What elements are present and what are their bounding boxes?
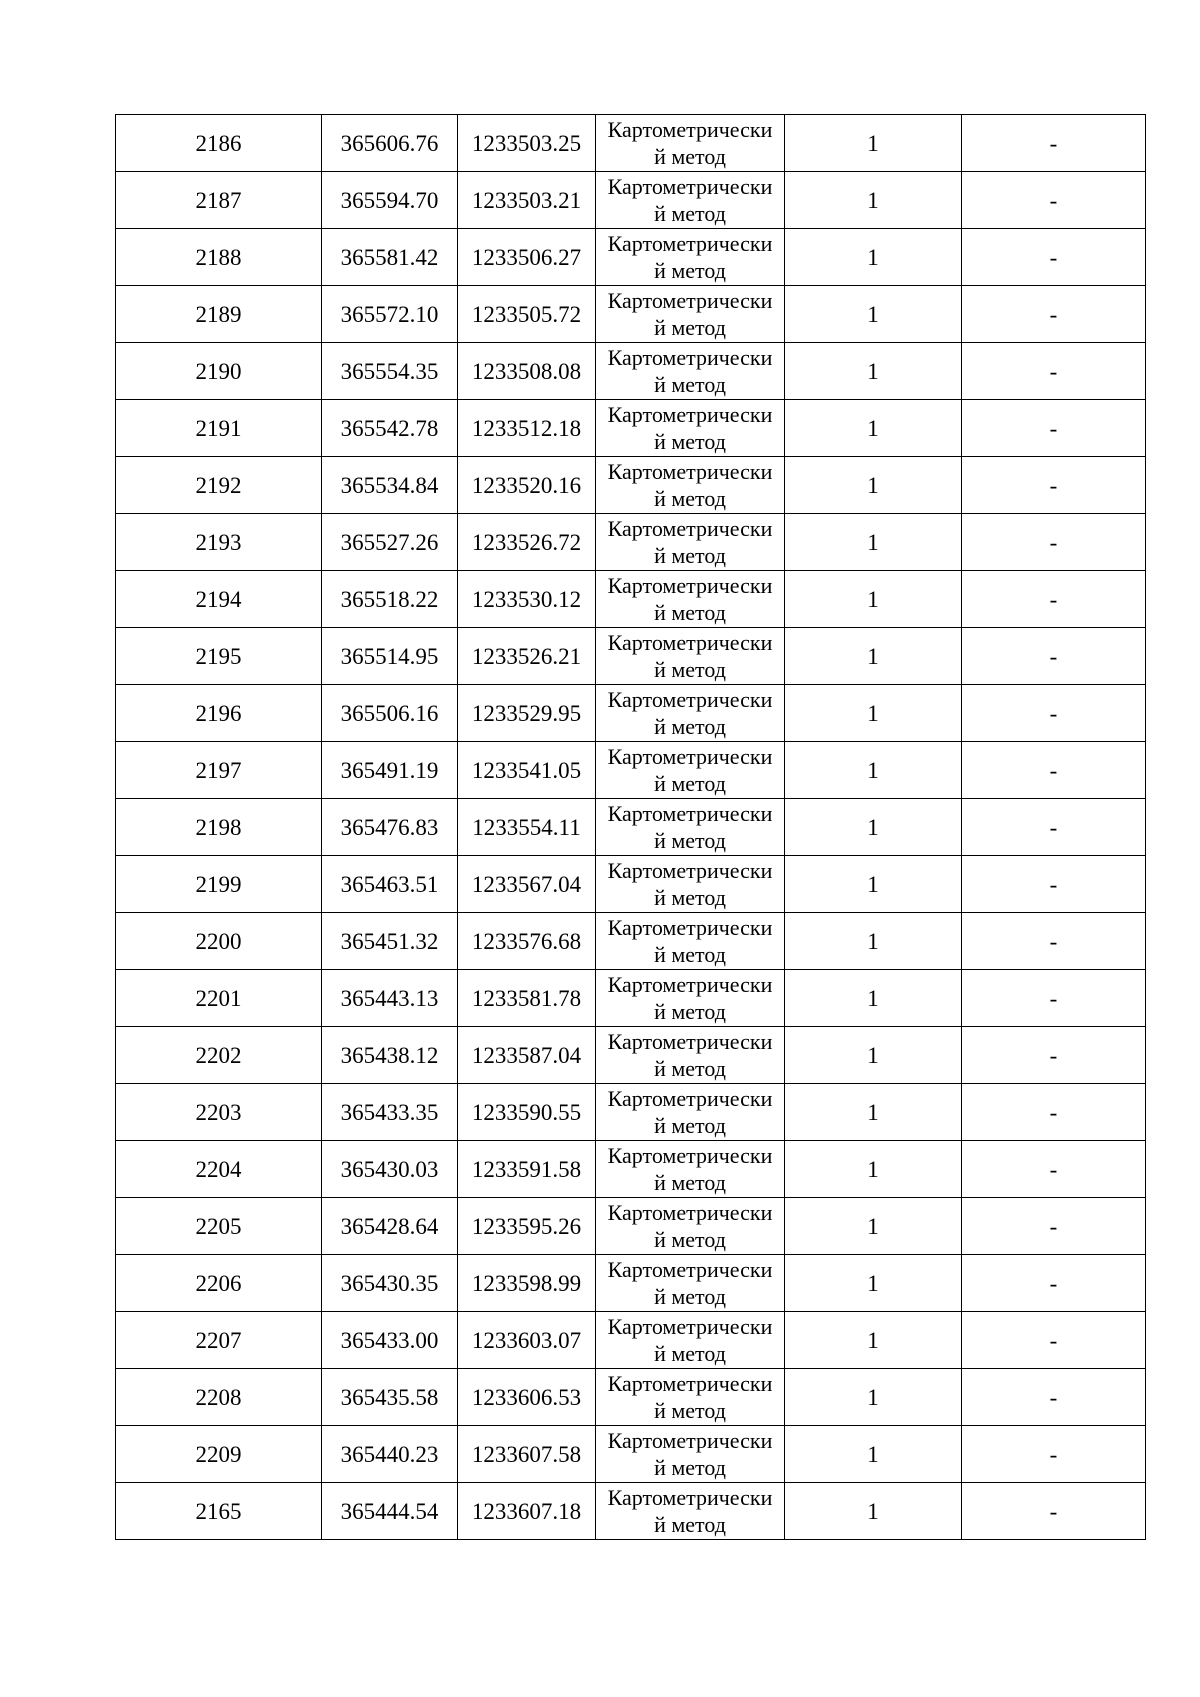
- x-coordinate-cell: 365542.78: [322, 400, 458, 457]
- table-row: [116, 799, 1146, 856]
- point-number-cell: 2194: [116, 571, 322, 628]
- table-row: [116, 970, 1146, 1027]
- y-coordinate-cell: 1233576.68: [458, 913, 596, 970]
- accuracy-cell: 1: [785, 571, 962, 628]
- accuracy-cell: 1: [785, 685, 962, 742]
- description-cell: -: [962, 343, 1146, 400]
- table-row: [116, 1198, 1146, 1255]
- description-cell: -: [962, 1141, 1146, 1198]
- y-coordinate-cell: 1233503.21: [458, 172, 596, 229]
- x-coordinate-cell: 365572.10: [322, 286, 458, 343]
- point-number-cell: 2205: [116, 1198, 322, 1255]
- method-cell: Картометрически й метод: [596, 1369, 785, 1426]
- table-row: [116, 913, 1146, 970]
- table-row: [116, 343, 1146, 400]
- accuracy-cell: 1: [785, 457, 962, 514]
- method-cell: Картометрически й метод: [596, 628, 785, 685]
- description-cell: -: [962, 1369, 1146, 1426]
- method-cell: Картометрически й метод: [596, 1084, 785, 1141]
- description-cell: -: [962, 1426, 1146, 1483]
- accuracy-cell: 1: [785, 514, 962, 571]
- x-coordinate-cell: 365444.54: [322, 1483, 458, 1540]
- y-coordinate-cell: 1233606.53: [458, 1369, 596, 1426]
- x-coordinate-cell: 365518.22: [322, 571, 458, 628]
- y-coordinate-cell: 1233508.08: [458, 343, 596, 400]
- description-cell: -: [962, 799, 1146, 856]
- point-number-cell: 2186: [116, 115, 322, 172]
- x-coordinate-cell: 365491.19: [322, 742, 458, 799]
- accuracy-cell: 1: [785, 970, 962, 1027]
- accuracy-cell: 1: [785, 1141, 962, 1198]
- x-coordinate-cell: 365435.58: [322, 1369, 458, 1426]
- x-coordinate-cell: 365440.23: [322, 1426, 458, 1483]
- x-coordinate-cell: 365433.00: [322, 1312, 458, 1369]
- table-row: [116, 685, 1146, 742]
- table-row: [116, 856, 1146, 913]
- point-number-cell: 2206: [116, 1255, 322, 1312]
- accuracy-cell: 1: [785, 229, 962, 286]
- y-coordinate-cell: 1233595.26: [458, 1198, 596, 1255]
- accuracy-cell: 1: [785, 1483, 962, 1540]
- method-cell: Картометрически й метод: [596, 1141, 785, 1198]
- y-coordinate-cell: 1233591.58: [458, 1141, 596, 1198]
- accuracy-cell: 1: [785, 799, 962, 856]
- x-coordinate-cell: 365430.03: [322, 1141, 458, 1198]
- method-cell: Картометрически й метод: [596, 913, 785, 970]
- y-coordinate-cell: 1233506.27: [458, 229, 596, 286]
- accuracy-cell: 1: [785, 1027, 962, 1084]
- y-coordinate-cell: 1233512.18: [458, 400, 596, 457]
- description-cell: -: [962, 856, 1146, 913]
- x-coordinate-cell: 365581.42: [322, 229, 458, 286]
- accuracy-cell: 1: [785, 115, 962, 172]
- method-cell: Картометрически й метод: [596, 229, 785, 286]
- table-row: [116, 229, 1146, 286]
- point-number-cell: 2208: [116, 1369, 322, 1426]
- accuracy-cell: 1: [785, 343, 962, 400]
- description-cell: -: [962, 913, 1146, 970]
- coordinates-table: [115, 114, 1146, 1540]
- method-cell: Картометрически й метод: [596, 571, 785, 628]
- table-row: [116, 1426, 1146, 1483]
- table-row: [116, 457, 1146, 514]
- table-row: [116, 1312, 1146, 1369]
- accuracy-cell: 1: [785, 742, 962, 799]
- accuracy-cell: 1: [785, 1369, 962, 1426]
- x-coordinate-cell: 365451.32: [322, 913, 458, 970]
- method-cell: Картометрически й метод: [596, 799, 785, 856]
- point-number-cell: 2198: [116, 799, 322, 856]
- x-coordinate-cell: 365443.13: [322, 970, 458, 1027]
- description-cell: -: [962, 571, 1146, 628]
- y-coordinate-cell: 1233598.99: [458, 1255, 596, 1312]
- accuracy-cell: 1: [785, 1426, 962, 1483]
- description-cell: -: [962, 1027, 1146, 1084]
- y-coordinate-cell: 1233581.78: [458, 970, 596, 1027]
- accuracy-cell: 1: [785, 286, 962, 343]
- point-number-cell: 2200: [116, 913, 322, 970]
- description-cell: -: [962, 514, 1146, 571]
- coordinates-table-body: [116, 115, 1146, 1540]
- accuracy-cell: 1: [785, 400, 962, 457]
- description-cell: -: [962, 457, 1146, 514]
- method-cell: Картометрически й метод: [596, 457, 785, 514]
- method-cell: Картометрически й метод: [596, 343, 785, 400]
- point-number-cell: 2204: [116, 1141, 322, 1198]
- accuracy-cell: 1: [785, 1084, 962, 1141]
- description-cell: -: [962, 400, 1146, 457]
- accuracy-cell: 1: [785, 172, 962, 229]
- table-row: [116, 1027, 1146, 1084]
- table-row: [116, 1141, 1146, 1198]
- point-number-cell: 2201: [116, 970, 322, 1027]
- accuracy-cell: 1: [785, 856, 962, 913]
- accuracy-cell: 1: [785, 913, 962, 970]
- y-coordinate-cell: 1233590.55: [458, 1084, 596, 1141]
- x-coordinate-cell: 365428.64: [322, 1198, 458, 1255]
- description-cell: -: [962, 970, 1146, 1027]
- x-coordinate-cell: 365438.12: [322, 1027, 458, 1084]
- point-number-cell: 2197: [116, 742, 322, 799]
- x-coordinate-cell: 365594.70: [322, 172, 458, 229]
- description-cell: -: [962, 628, 1146, 685]
- x-coordinate-cell: 365514.95: [322, 628, 458, 685]
- table-row: [116, 115, 1146, 172]
- accuracy-cell: 1: [785, 1198, 962, 1255]
- table-row: [116, 286, 1146, 343]
- point-number-cell: 2203: [116, 1084, 322, 1141]
- description-cell: -: [962, 685, 1146, 742]
- point-number-cell: 2188: [116, 229, 322, 286]
- method-cell: Картометрически й метод: [596, 970, 785, 1027]
- table-row: [116, 628, 1146, 685]
- point-number-cell: 2193: [116, 514, 322, 571]
- table-row: [116, 1084, 1146, 1141]
- y-coordinate-cell: 1233541.05: [458, 742, 596, 799]
- method-cell: Картометрически й метод: [596, 115, 785, 172]
- description-cell: -: [962, 1198, 1146, 1255]
- table-row: [116, 400, 1146, 457]
- description-cell: -: [962, 1483, 1146, 1540]
- point-number-cell: 2209: [116, 1426, 322, 1483]
- x-coordinate-cell: 365476.83: [322, 799, 458, 856]
- point-number-cell: 2207: [116, 1312, 322, 1369]
- y-coordinate-cell: 1233607.58: [458, 1426, 596, 1483]
- method-cell: Картометрически й метод: [596, 1312, 785, 1369]
- x-coordinate-cell: 365554.35: [322, 343, 458, 400]
- method-cell: Картометрически й метод: [596, 1027, 785, 1084]
- table-row: [116, 1483, 1146, 1540]
- point-number-cell: 2189: [116, 286, 322, 343]
- x-coordinate-cell: 365430.35: [322, 1255, 458, 1312]
- method-cell: Картометрически й метод: [596, 742, 785, 799]
- method-cell: Картометрически й метод: [596, 514, 785, 571]
- table-row: [116, 571, 1146, 628]
- point-number-cell: 2187: [116, 172, 322, 229]
- x-coordinate-cell: 365463.51: [322, 856, 458, 913]
- y-coordinate-cell: 1233505.72: [458, 286, 596, 343]
- point-number-cell: 2199: [116, 856, 322, 913]
- x-coordinate-cell: 365606.76: [322, 115, 458, 172]
- description-cell: -: [962, 115, 1146, 172]
- method-cell: Картометрически й метод: [596, 1255, 785, 1312]
- y-coordinate-cell: 1233526.21: [458, 628, 596, 685]
- point-number-cell: 2196: [116, 685, 322, 742]
- x-coordinate-cell: 365433.35: [322, 1084, 458, 1141]
- accuracy-cell: 1: [785, 1312, 962, 1369]
- point-number-cell: 2195: [116, 628, 322, 685]
- method-cell: Картометрически й метод: [596, 1483, 785, 1540]
- description-cell: -: [962, 229, 1146, 286]
- y-coordinate-cell: 1233587.04: [458, 1027, 596, 1084]
- description-cell: -: [962, 742, 1146, 799]
- method-cell: Картометрически й метод: [596, 1198, 785, 1255]
- point-number-cell: 2190: [116, 343, 322, 400]
- table-row: [116, 1255, 1146, 1312]
- y-coordinate-cell: 1233607.18: [458, 1483, 596, 1540]
- description-cell: -: [962, 172, 1146, 229]
- description-cell: -: [962, 286, 1146, 343]
- y-coordinate-cell: 1233567.04: [458, 856, 596, 913]
- y-coordinate-cell: 1233554.11: [458, 799, 596, 856]
- y-coordinate-cell: 1233530.12: [458, 571, 596, 628]
- x-coordinate-cell: 365506.16: [322, 685, 458, 742]
- x-coordinate-cell: 365527.26: [322, 514, 458, 571]
- description-cell: -: [962, 1312, 1146, 1369]
- description-cell: -: [962, 1255, 1146, 1312]
- description-cell: -: [962, 1084, 1146, 1141]
- accuracy-cell: 1: [785, 1255, 962, 1312]
- table-row: [116, 742, 1146, 799]
- method-cell: Картометрически й метод: [596, 286, 785, 343]
- y-coordinate-cell: 1233520.16: [458, 457, 596, 514]
- y-coordinate-cell: 1233526.72: [458, 514, 596, 571]
- point-number-cell: 2191: [116, 400, 322, 457]
- point-number-cell: 2202: [116, 1027, 322, 1084]
- method-cell: Картометрически й метод: [596, 856, 785, 913]
- y-coordinate-cell: 1233603.07: [458, 1312, 596, 1369]
- point-number-cell: 2165: [116, 1483, 322, 1540]
- method-cell: Картометрически й метод: [596, 685, 785, 742]
- table-row: [116, 514, 1146, 571]
- table-row: [116, 1369, 1146, 1426]
- method-cell: Картометрически й метод: [596, 1426, 785, 1483]
- method-cell: Картометрически й метод: [596, 172, 785, 229]
- point-number-cell: 2192: [116, 457, 322, 514]
- y-coordinate-cell: 1233529.95: [458, 685, 596, 742]
- accuracy-cell: 1: [785, 628, 962, 685]
- table-row: [116, 172, 1146, 229]
- y-coordinate-cell: 1233503.25: [458, 115, 596, 172]
- x-coordinate-cell: 365534.84: [322, 457, 458, 514]
- method-cell: Картометрически й метод: [596, 400, 785, 457]
